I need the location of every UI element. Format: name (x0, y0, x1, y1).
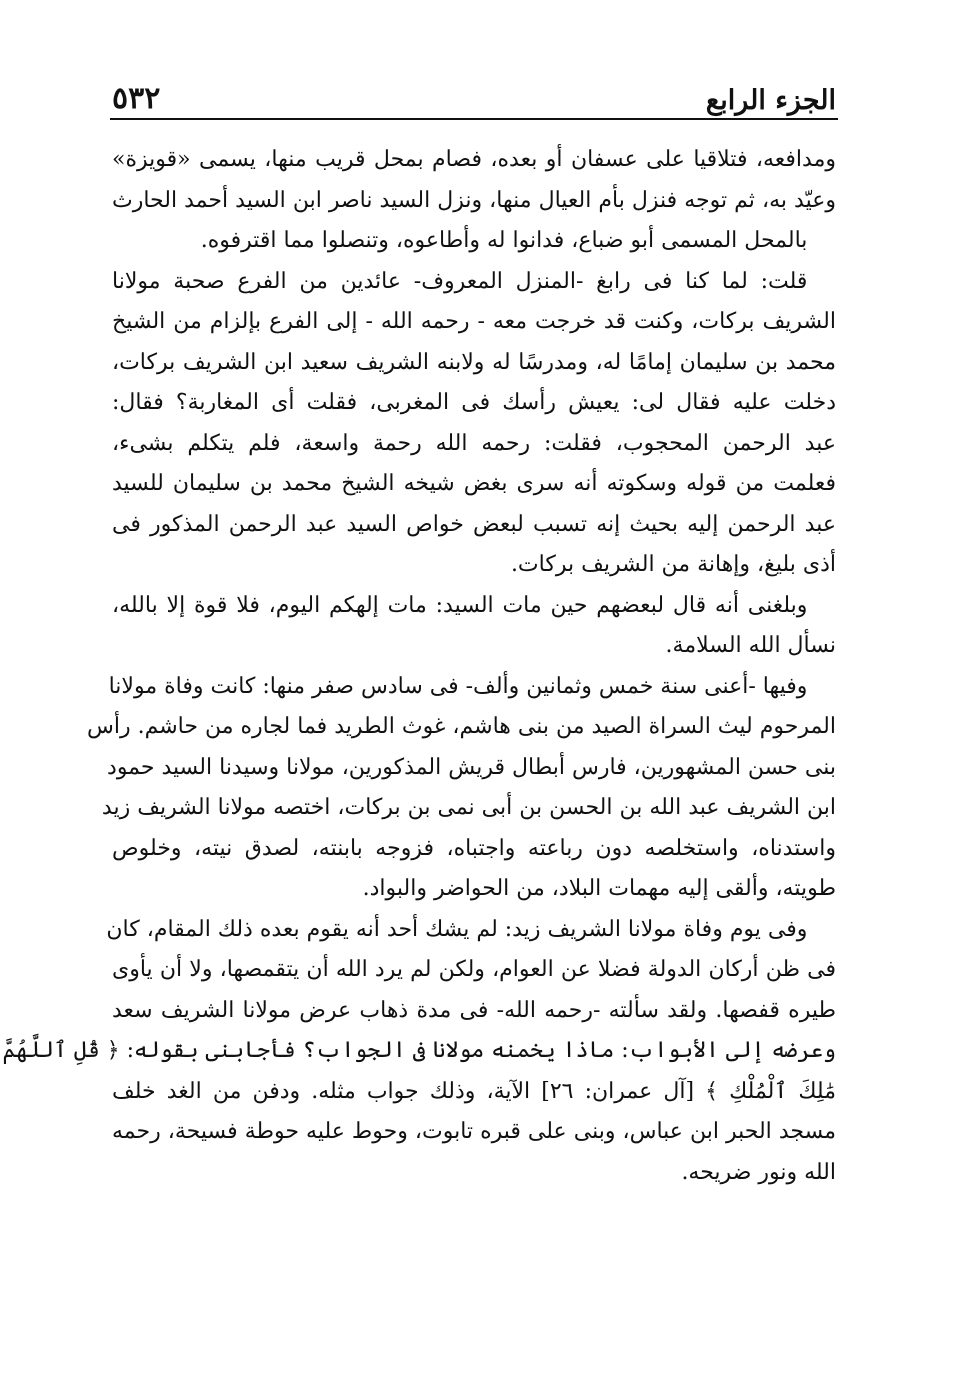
text-line: وعرضه إلى الأبواب: ماذا يخمنه مولانا فى الجواب؟ فأجابنى بقوله: ﴿ قُلِ ٱللَّهُمَّ (2, 1038, 836, 1063)
page-number: ٥٣٢ (112, 81, 161, 116)
text-line: بالمحل المسمى أبو ضباع، فدانوا له وأطاعوه، وتنصلوا مما اقترفوه. (200, 228, 808, 253)
text-line: عبد الرحمن المحجوب، فقلت: رحمه الله رحمة واسعة، فلم يتكلم بشىء، (112, 430, 836, 456)
running-title: الجزء الرابع (705, 85, 836, 116)
text-line: وفيها -أعنى سنة خمس وثمانين وألف- فى سادس صفر منها: كانت وفاة مولانا (108, 673, 808, 699)
text-line: طيره قفصها. ولقد سألته -رحمه الله- فى مدة ذهاب عرض مولانا الشريف سعد (112, 997, 836, 1023)
paragraph (2, 910, 836, 1194)
text-line: محمد بن سليمان إمامًا له، ومدرسًا له ولابنه الشريف سعيد ابن الشريف بركات، (112, 349, 836, 375)
text-line: ابن الشريف عبد الله بن الحسن بن أبى نمى بن بركات، اختصه مولانا الشريف زيد (101, 795, 836, 820)
page-header (112, 66, 836, 114)
text-line: فى ظن أركان الدولة فضلا عن العوام، ولكن لم يرد الله أن يتقمصها، ولا أن يأوى (112, 957, 836, 982)
text-line: المرحوم ليث السراة الصيد من بنى هاشم، غوث الطريد فما لجاره من حاشم. رأس (87, 714, 836, 739)
text-line: فعلمت من قوله وسكوته أنه سرى بغض شيخه الشيخ محمد بن سليمان للسيد (112, 471, 836, 496)
text-line: مسجد الحبر ابن عباس، وبنى على قبره تابوت، وحوط عليه حوطة فسيحة، رحمه (112, 1119, 836, 1144)
paragraph (112, 262, 836, 586)
header-rule (110, 118, 838, 120)
paragraph (87, 667, 836, 910)
text-line: نسأل الله السلامة. (665, 633, 836, 658)
text-line: ومدافعه، فتلاقيا على عسفان أو بعده، فصام بمحل قريب منها، يسمى «قويزة» (112, 147, 836, 172)
text-line: بنى حسن المشهورين، فارس أبطال قريش المذكورين، مولانا وسيدنا السيد حمود (107, 754, 836, 780)
text-line: الله ونور ضريحه. (681, 1159, 836, 1185)
text-line: وفى يوم وفاة مولانا الشريف زيد: لم يشك أحد أنه يقوم بعده ذلك المقام، كان (106, 916, 808, 942)
text-line: طويته، وألقى إليه مهمات البلاد، من الحواضر والبواد. (362, 876, 836, 901)
body-text (2, 140, 836, 1193)
text-line: قلت: لما كنا فى رابغ -المنزل المعروف- عائدين من الفرع صحبة مولانا (112, 268, 808, 294)
text-line: عبد الرحمن إليه بحيث إنه تسبب لبعض خواص السيد عبد الرحمن المذكور فى (112, 511, 836, 537)
paragraph (112, 586, 836, 667)
text-line: أذى بليغ، وإهانة من الشريف بركات. (510, 552, 836, 577)
text-line: مَٰلِكَ ٱلْمُلْكِ ﴾ [آل عمران: ٢٦] الآية، وذلك جواب مثله. ودفن من الغد خلف (112, 1078, 836, 1104)
text-line: وعيّد به، ثم توجه فنزل بأم العيال منها، ونزل السيد ناصر ابن السيد أحمد الحارث (112, 187, 836, 213)
text-line: دخلت عليه فقال لى: يعيش رأسك فى المغربى، فقلت أى المغاربة؟ فقال: (112, 390, 836, 415)
text-line: الشريف بركات، وكنت قد خرجت معه - رحمه الله - إلى الفرع بإلزام من الشيخ (112, 309, 836, 334)
text-line: واستدناه، واستخلصه دون رباعته واجتباه، فزوجه بابنته، لصدق نيته، وخلوص (112, 835, 836, 861)
paragraph (112, 140, 836, 262)
text-line: وبلغنى أنه قال لبعضهم حين مات السيد: مات إلهكم اليوم، فلا قوة إلا بالله، (112, 592, 808, 618)
